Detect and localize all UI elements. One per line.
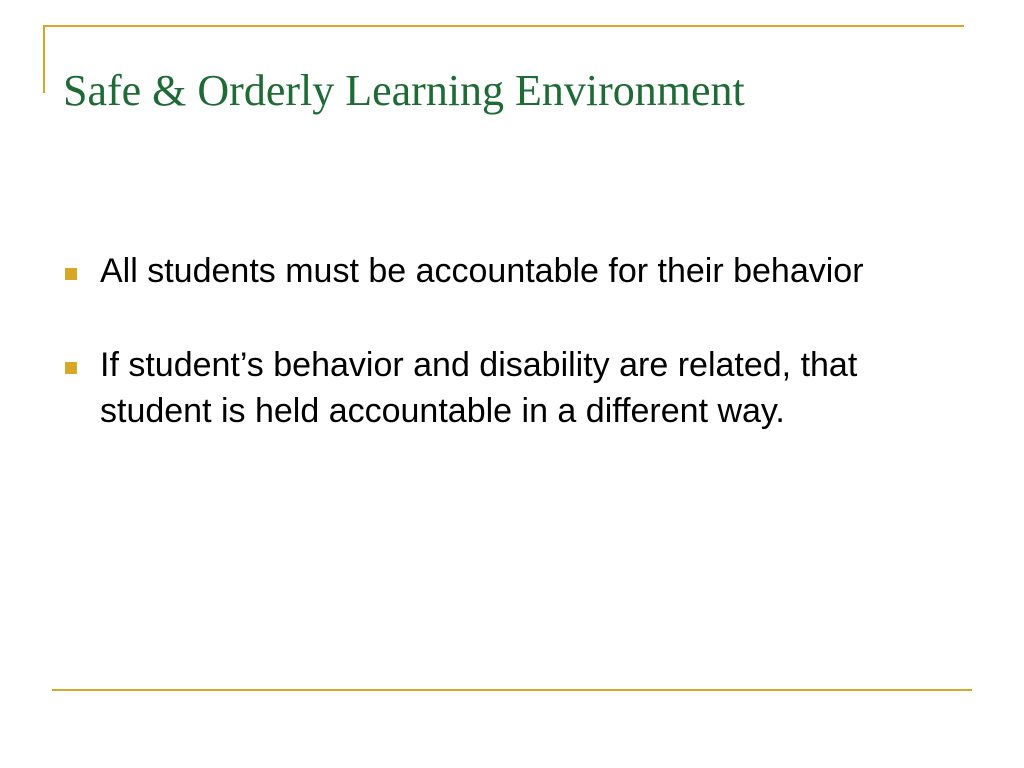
- square-bullet-icon: [65, 268, 77, 280]
- bullet-text: All students must be accountable for their behavior: [100, 252, 864, 290]
- square-bullet-icon: [65, 362, 77, 374]
- bullet-text: If student’s behavior and disability are related, that student is held accountable in a different way.: [100, 346, 858, 430]
- bullet-list: [62, 248, 952, 482]
- slide-title: Safe & Orderly Learning Environment: [63, 66, 745, 115]
- bullet-item: [62, 248, 952, 294]
- footer-rule: [52, 689, 972, 691]
- frame-top-rule: [43, 25, 964, 27]
- bullet-item: [62, 342, 952, 434]
- frame-left-rule: [43, 25, 45, 93]
